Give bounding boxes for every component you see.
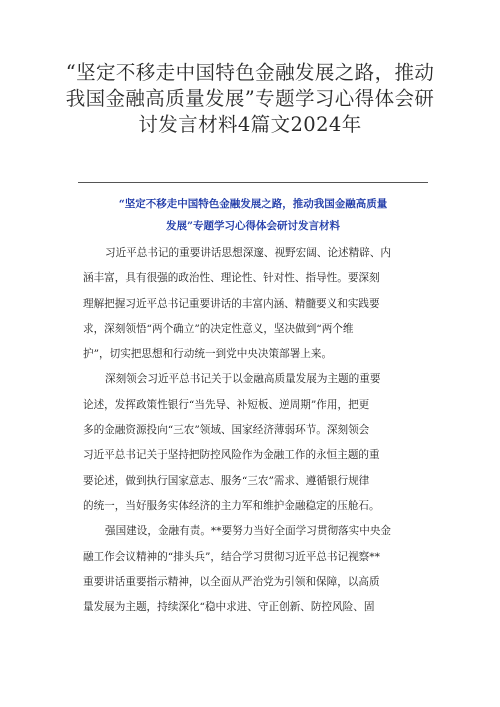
paragraph-3 bbox=[83, 519, 433, 620]
paragraph-line: 量发展为主题，持续深化“稳中求进、守正创新、防控风险、固 bbox=[83, 601, 375, 614]
paragraph-line: 要论述，做到执行国家意志、服务“三农”需求、遵循银行规律 bbox=[83, 474, 370, 487]
title-line-3: 讨发言材料4篇文2024年 bbox=[138, 113, 362, 136]
paragraph-line: 重要讲话重要指示精神，以全面从严治党为引领和保障，以高质 bbox=[83, 575, 380, 588]
document-title bbox=[40, 60, 460, 138]
paragraph-line: 的统一，当好服务实体经济的主力军和维护金融稳定的压舱石。 bbox=[83, 499, 380, 512]
title-line-2: 我国金融高质量发展”专题学习心得体会研 bbox=[65, 87, 435, 110]
paragraph-line: 习近平总书记关于坚持把防控风险作为金融工作的永恒主题的重 bbox=[83, 449, 380, 462]
title-line-1: “坚定不移走中国特色金融发展之路，推动 bbox=[65, 61, 435, 84]
paragraph-2 bbox=[83, 367, 433, 519]
section-heading-line-1: “坚定不移走中国特色金融发展之路，推动我国金融高质量 bbox=[118, 198, 388, 210]
document-body bbox=[83, 241, 433, 620]
paragraph-line: 深刻领会习近平总书记关于以金融高质量发展为主题的重要 bbox=[105, 373, 381, 386]
paragraph-line: 求，深刻领悟“两个确立”的决定性意义，坚决做到“两个维 bbox=[83, 322, 354, 335]
paragraph-line: 强国建设，金融有责。**要努力当好全面学习贯彻落实中央金 bbox=[105, 525, 392, 538]
paragraph-line: 理解把握习近平总书记重要讲话的丰富内涵、精髓要义和实践要 bbox=[83, 297, 380, 310]
paragraph-line: 护”，切实把思想和行动统一到党中央决策部署上来。 bbox=[83, 348, 333, 361]
paragraph-line: 涵丰富，具有很强的政治性、理论性、针对性、指导性。要深刻 bbox=[83, 272, 380, 285]
paragraph-line: 论述，发挥政策性银行“当先导、补短板、逆周期”作用，把更 bbox=[83, 398, 370, 411]
section-heading-line-2: 发展”专题学习心得体会研讨发言材料 bbox=[165, 220, 341, 232]
paragraph-line: 融工作会议精神的“排头兵”，结合学习贯彻习近平总书记视察** bbox=[83, 550, 380, 563]
paragraph-line: 习近平总书记的重要讲话思想深邃、视野宏阔、论述精辟、内 bbox=[105, 247, 392, 259]
paragraph-1 bbox=[83, 241, 433, 367]
section-heading-link[interactable] bbox=[78, 193, 428, 237]
paragraph-line: 多的金融资源投向“三农”领域、国家经济薄弱环节。深刻领会 bbox=[83, 424, 370, 437]
horizontal-divider bbox=[78, 182, 428, 183]
